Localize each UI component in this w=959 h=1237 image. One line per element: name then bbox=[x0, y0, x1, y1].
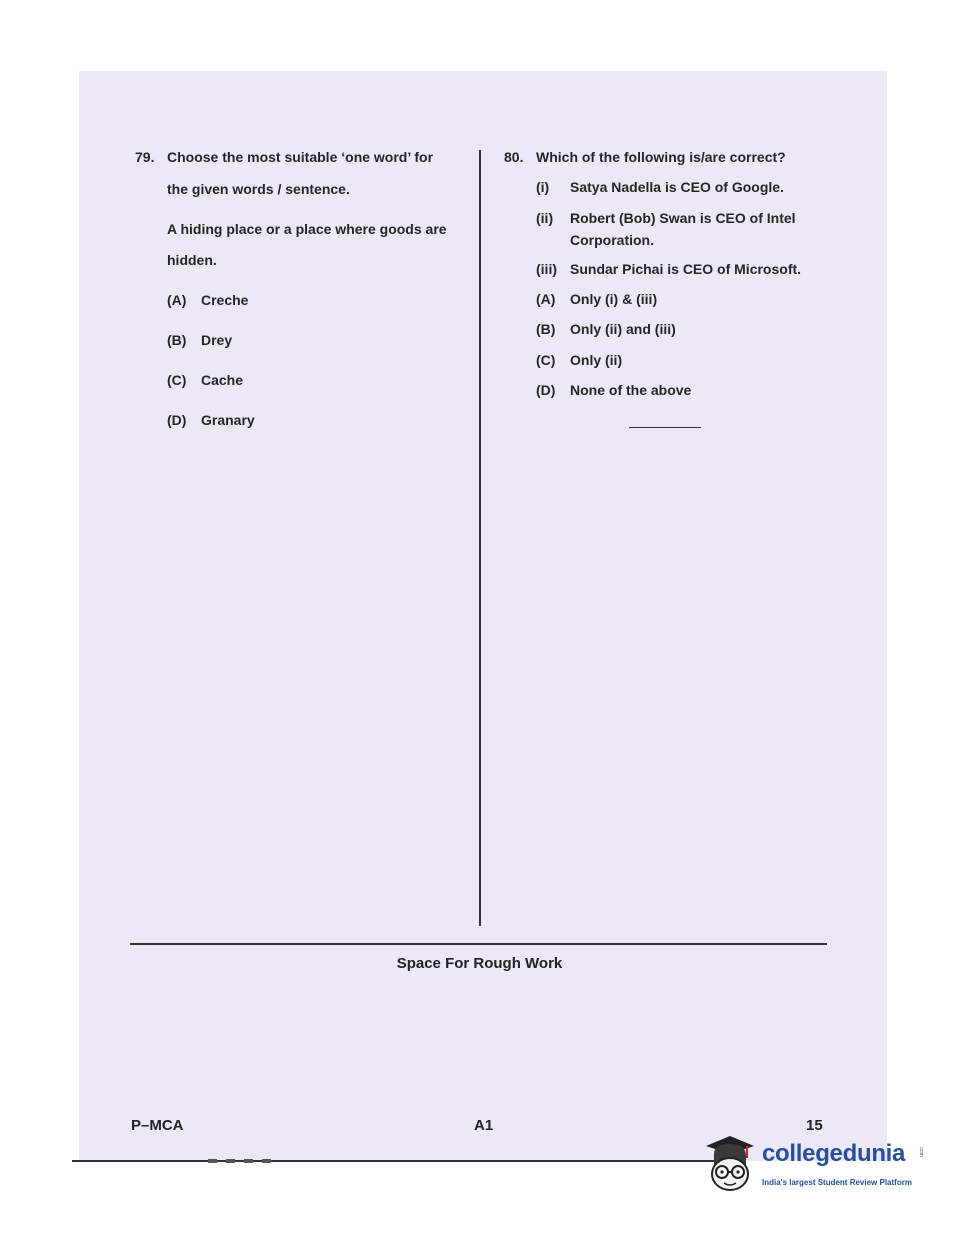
statement-label: (ii) bbox=[536, 210, 554, 226]
statement-label: (iii) bbox=[536, 261, 557, 277]
question-text-line: Choose the most suitable ‘one word’ for bbox=[167, 149, 434, 165]
scan-mark bbox=[244, 1159, 253, 1163]
option-text: Drey bbox=[201, 332, 233, 348]
option-text: Only (ii) bbox=[570, 352, 623, 368]
logo-suffix: .com bbox=[918, 1146, 924, 1157]
column-divider bbox=[479, 150, 481, 926]
collegedunia-logo bbox=[700, 1132, 930, 1202]
question-number: 80. bbox=[504, 149, 524, 165]
option-text: Cache bbox=[201, 372, 244, 388]
question-text-line: Which of the following is/are correct? bbox=[536, 149, 786, 165]
option-label: (D) bbox=[536, 382, 556, 398]
option-text: None of the above bbox=[570, 382, 692, 398]
bottom-rule bbox=[72, 1160, 722, 1162]
paper-code: P–MCA bbox=[131, 1117, 184, 1134]
option-label: (A) bbox=[167, 292, 187, 308]
logo-tagline: India's largest Student Review Platform bbox=[762, 1178, 912, 1187]
statement-text: Satya Nadella is CEO of Google. bbox=[570, 179, 784, 195]
scan-mark bbox=[226, 1159, 235, 1163]
end-of-question-rule bbox=[629, 427, 701, 428]
option-label: (B) bbox=[536, 321, 556, 337]
statement-label: (i) bbox=[536, 179, 550, 195]
statement-text: Sundar Pichai is CEO of Microsoft. bbox=[570, 261, 802, 277]
rough-work-divider bbox=[130, 943, 827, 945]
option-text: Granary bbox=[201, 412, 255, 428]
option-label: (C) bbox=[167, 372, 187, 388]
scan-mark bbox=[262, 1159, 271, 1163]
option-label: (D) bbox=[167, 412, 187, 428]
question-text-line: hidden. bbox=[167, 252, 217, 268]
rough-work-label: Space For Rough Work bbox=[396, 955, 563, 972]
option-label: (A) bbox=[536, 291, 556, 307]
option-label: (C) bbox=[536, 352, 556, 368]
option-text: Only (i) & (iii) bbox=[570, 291, 658, 307]
mascot-icon bbox=[700, 1132, 760, 1194]
statement-text: Corporation. bbox=[570, 232, 654, 248]
option-text: Only (ii) and (iii) bbox=[570, 321, 676, 337]
page-number: 15 bbox=[806, 1117, 823, 1134]
statement-text: Robert (Bob) Swan is CEO of Intel bbox=[570, 210, 796, 226]
booklet-set: A1 bbox=[474, 1117, 494, 1134]
question-text-line: A hiding place or a place where goods are bbox=[167, 221, 447, 237]
question-number: 79. bbox=[135, 149, 155, 165]
option-text: Creche bbox=[201, 292, 249, 308]
scan-mark bbox=[208, 1159, 217, 1163]
option-label: (B) bbox=[167, 332, 187, 348]
logo-name: collegedunia bbox=[762, 1140, 906, 1167]
question-text-line: the given words / sentence. bbox=[167, 181, 350, 197]
